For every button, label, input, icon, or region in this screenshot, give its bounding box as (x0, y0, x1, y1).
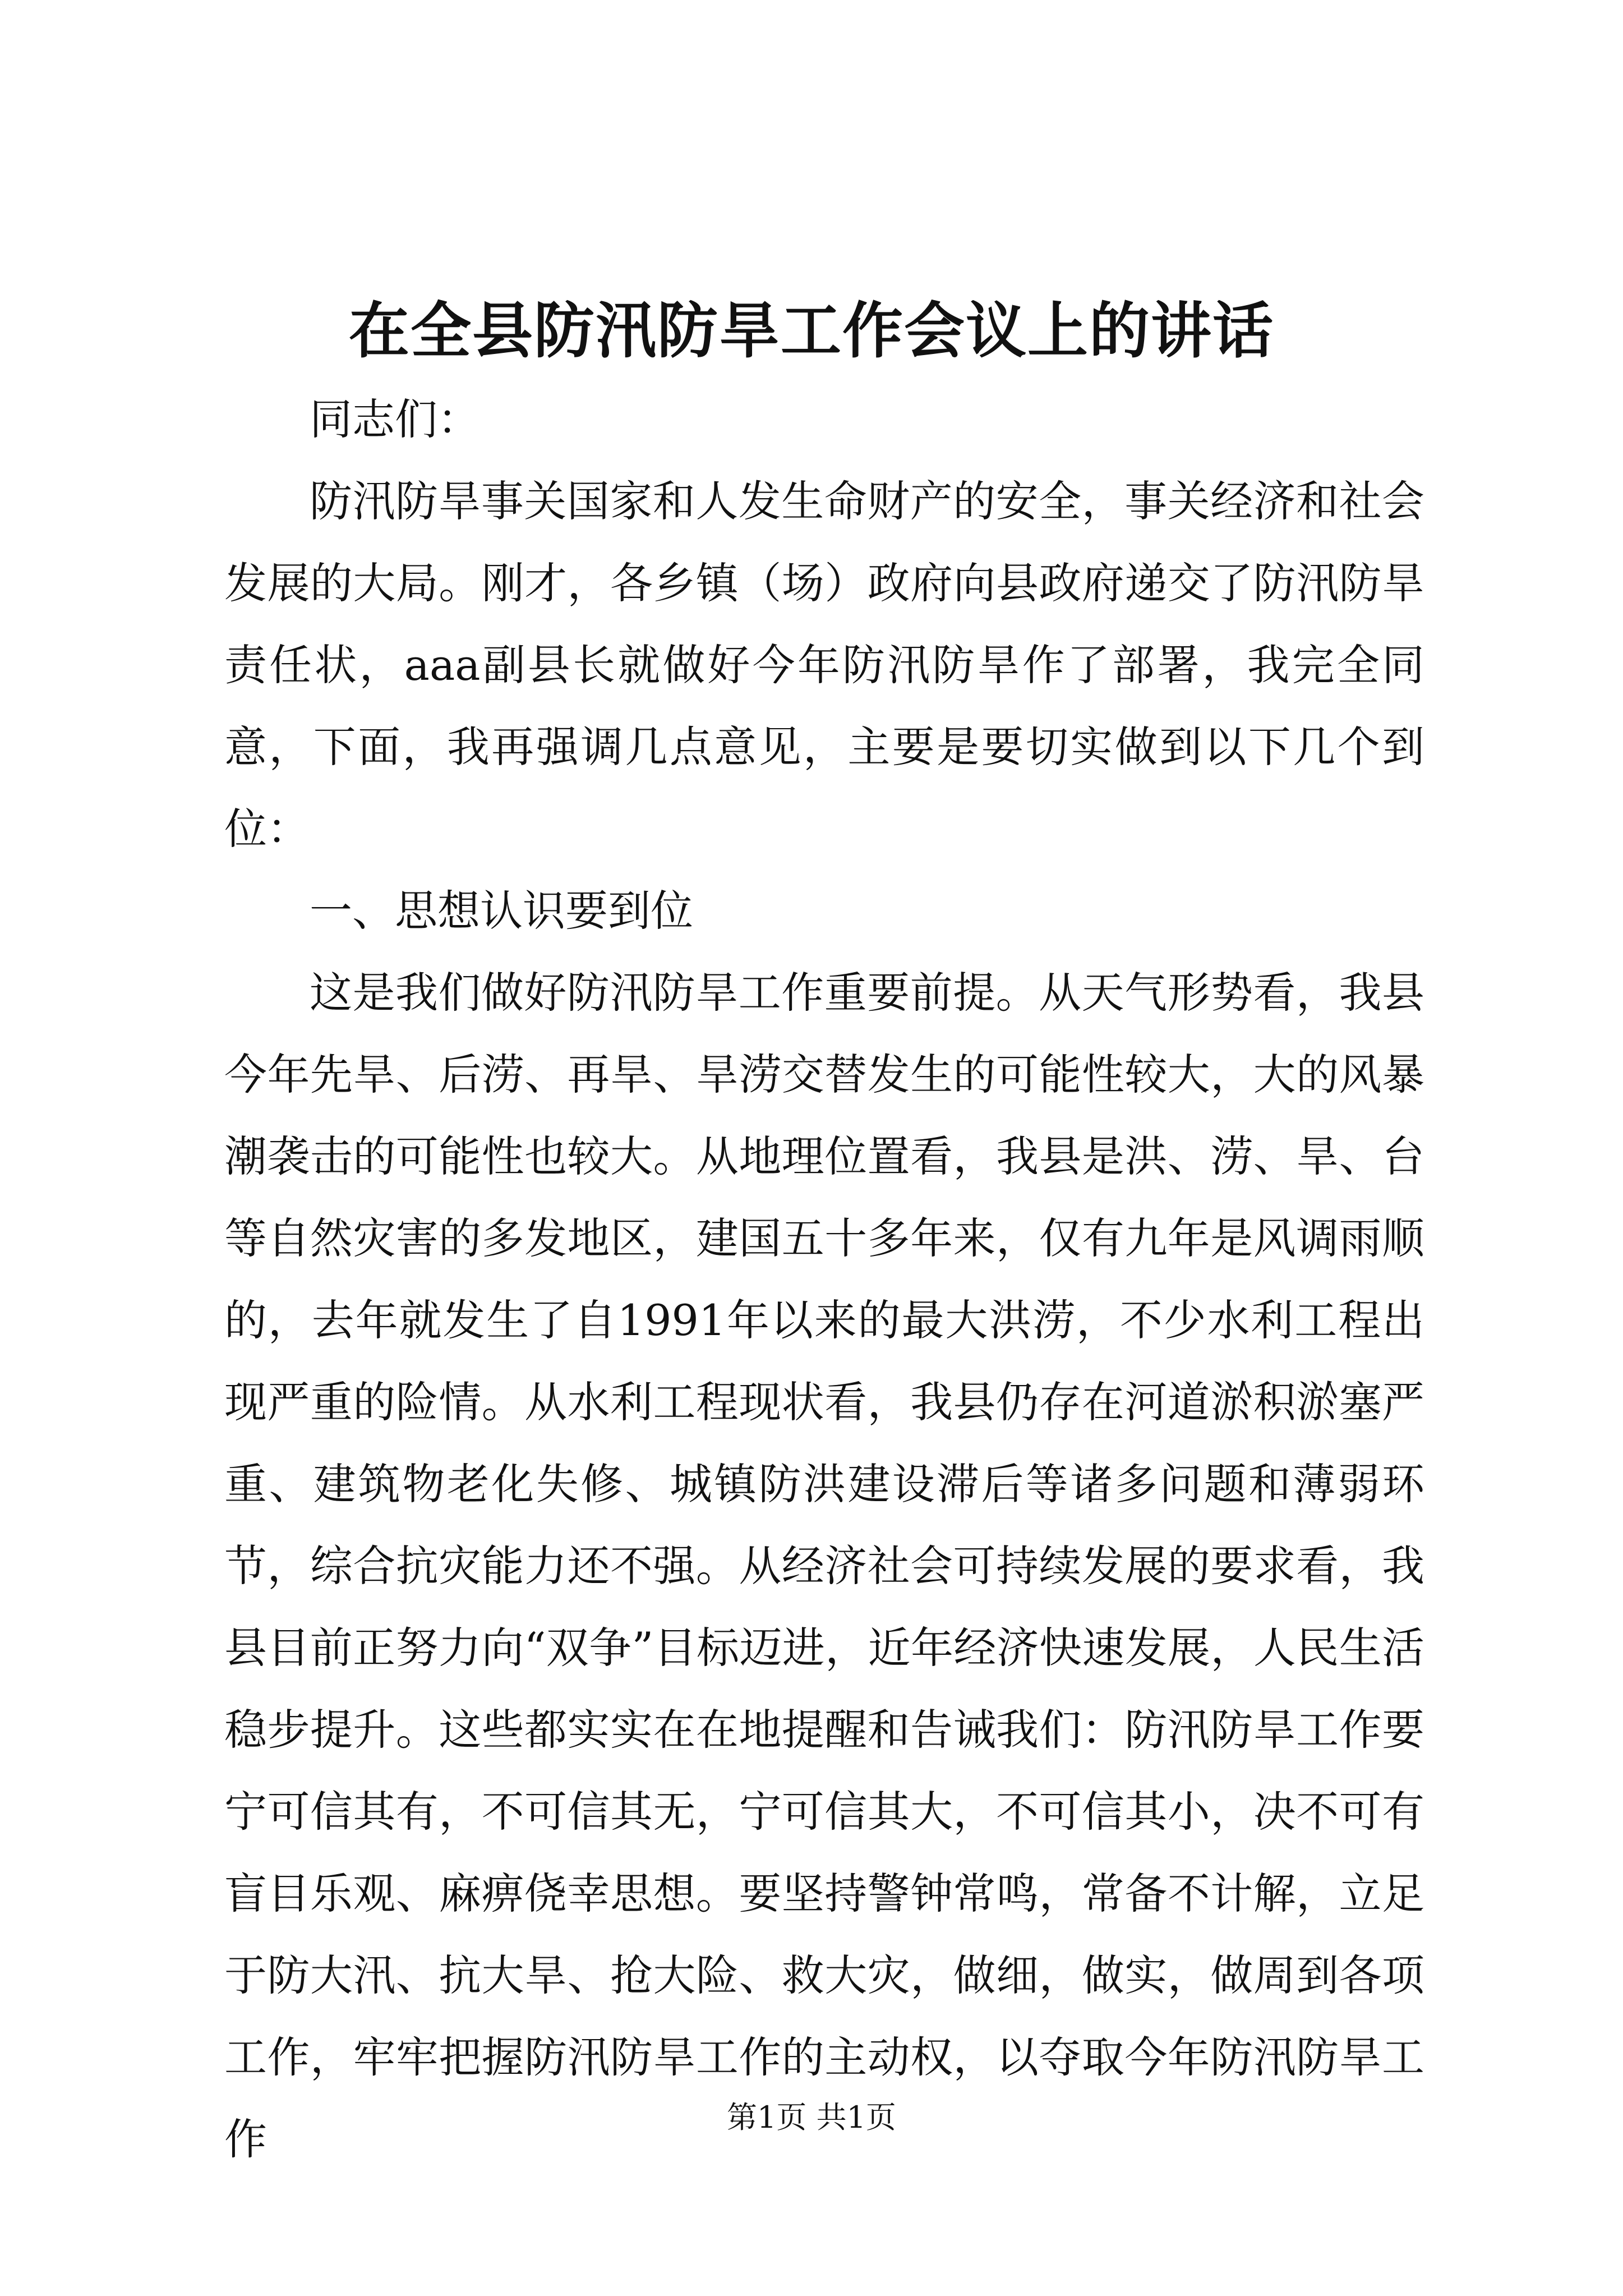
document-title: 在全县防汛防旱工作会议上的讲话 (348, 296, 1274, 366)
section-heading: 一、思想认识要到位 (310, 886, 693, 936)
section-paragraph: 这是我们做好防汛防旱工作重要前提。从天气形势看，我县今年先旱、后涝、再旱、旱涝交替发生的可能性较大，大的风暴潮袭击的可能性也较大。从地理位置看，我县是洪、涝、旱、台等自然灾害的多发地区，建国五十多年来，仅有九年是风调雨顺的，去年就发生了自1991年以来的最大洪涝，不少水利工程出现严重的险情。从水利工程现状看，我县仍存在河道淤积淤塞严重、建筑物老化失修、城镇防洪建设滞后等诸多问题和薄弱环节，综合抗灾能力还不强。从经济社会可持续发展的要求看，我县目前正努力向“双争”目标迈进，近年经济快速发展，人民生活稳步提升。这些都实实在在地提醒和告诫我们：防汛防旱工作要宁可信其有，不可信其无，宁可信其大，不可信其小，决不可有盲目乐观、麻痹侥幸思想。要坚持警钟常鸣，常备不计解，立足于防大汛、抗大旱、抢大险、救大灾，做细，做实，做周到各项工作，牢牢把握防汛防旱工作的主动权，以夺取今年防汛防旱工作 (224, 968, 1424, 2164)
document-body (224, 379, 1424, 2180)
intro-paragraph: 防汛防旱事关国家和人发生命财产的安全，事关经济和社会发展的大局。刚才，各乡镇（场）政府向县政府递交了防汛防旱责任状，aaa副县长就做好今年防汛防旱作了部署，我完全同意，下面，我再强调几点意见，主要是要切实做到以下几个到位： (224, 476, 1424, 854)
page-footer: 第1页 共1页 (727, 2100, 896, 2135)
salutation-paragraph: 同志们： (310, 394, 480, 444)
